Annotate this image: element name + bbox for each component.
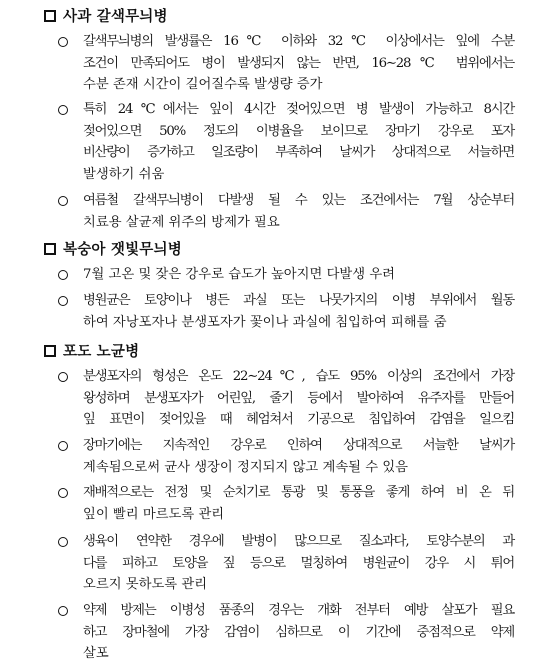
bullet-item bbox=[58, 531, 514, 596]
bullet-line: 조건이 만족되어도 병이 발생되지 않는 반면, 16∼28℃ 범위에서는 bbox=[83, 55, 514, 71]
checkbox-square-icon bbox=[44, 10, 56, 22]
section-heading-peach bbox=[44, 238, 182, 258]
bullet-line: 다를 피하고 토양을 짚 등으로 멀칭하여 병원균이 강우 시 튀어 bbox=[83, 555, 514, 571]
bullet-item bbox=[58, 99, 514, 186]
bullet-item bbox=[58, 190, 514, 234]
circle-bullet-icon bbox=[58, 105, 68, 115]
section-heading-apple bbox=[44, 5, 168, 25]
bullet-item bbox=[58, 31, 514, 96]
bullet-line: 하고 장마철에 가장 감염이 심하므로 이 기간에 중점적으로 약제 bbox=[83, 624, 514, 640]
bullet-line: 생육이 연약한 경우에 발병이 많으므로 질소과다, 토양수분의 과 bbox=[83, 534, 514, 549]
bullet-line: 오르지 못하도록 관리 bbox=[83, 577, 208, 592]
bullet-line: 수분 존재 시간이 길어질수록 발생량 증가 bbox=[83, 77, 323, 92]
bullet-line: 특히 24℃에서는 잎이 4시간 젖어있으면 병 발생이 가능하고 8시간 bbox=[83, 102, 514, 117]
bullet-item bbox=[58, 435, 514, 479]
bullet-line: 7월 고온 및 잦은 강우로 습도가 높아지면 다발생 우려 bbox=[83, 267, 396, 282]
checkbox-square-icon bbox=[44, 243, 56, 255]
bullet-line: 장마기에는 지속적인 강우로 인하여 상대적으로 서늘한 날씨가 bbox=[83, 438, 514, 453]
circle-bullet-icon bbox=[58, 196, 68, 206]
bullet-line: 치료용 살균제 위주의 방제가 필요 bbox=[83, 214, 280, 230]
circle-bullet-icon bbox=[58, 488, 68, 498]
circle-bullet-icon bbox=[58, 606, 68, 616]
bullet-line: 젖어있으면 50% 정도의 이병율을 보이므로 장마기 강우로 포자 bbox=[83, 123, 514, 139]
bullet-line: 약제 방제는 이병성 품종의 경우는 개화 전부터 예방 살포가 필요 bbox=[83, 603, 514, 618]
circle-bullet-icon bbox=[58, 537, 68, 547]
section-heading-grape bbox=[44, 340, 139, 360]
section-title: 사과 갈색무늬병 bbox=[63, 8, 168, 25]
bullet-item bbox=[58, 290, 514, 334]
circle-bullet-icon bbox=[58, 296, 68, 306]
circle-bullet-icon bbox=[58, 37, 68, 47]
bullet-line: 하여 자낭포자나 분생포자가 꽃이나 과실에 침입하여 피해를 줌 bbox=[83, 314, 447, 330]
bullet-line: 왕성하며 분생포자가 어린잎, 줄기 등에서 발아하여 유주자를 만들어 bbox=[83, 390, 514, 406]
bullet-item bbox=[58, 600, 514, 665]
bullet-line: 잎이 빨리 마르도록 관리 bbox=[83, 506, 225, 522]
bullet-line: 발생하기 쉬움 bbox=[83, 166, 165, 182]
bullet-line: 계속됨으로써 균사 생장이 정지되지 않고 계속될 수 있음 bbox=[83, 459, 409, 475]
circle-bullet-icon bbox=[58, 270, 68, 280]
bullet-line: 재배적으로는 전정 및 순치기로 통광 및 통풍을 좋게 하여 비 온 뒤 bbox=[83, 485, 514, 500]
section-title: 포도 노균병 bbox=[63, 343, 140, 360]
circle-bullet-icon bbox=[58, 441, 68, 451]
bullet-line: 잎 표면이 젖어있을 때 헤엄쳐서 기공으로 침입하여 감염을 일으킴 bbox=[83, 412, 514, 427]
bullet-line: 분생포자의 형성은 온도 22∼24℃, 습도 95% 이상의 조건에서 가장 bbox=[83, 369, 514, 384]
bullet-line: 비산량이 증가하고 일조량이 부족하여 날씨가 상대적으로 서늘하면 bbox=[83, 145, 514, 160]
bullet-line: 병원균은 토양이나 병든 과실 또는 나뭇가지의 이병 부위에서 월동 bbox=[83, 293, 514, 308]
bullet-line: 여름철 갈색무늬병이 다발생 될 수 있는 조건에서는 7월 상순부터 bbox=[83, 193, 514, 208]
bullet-line: 살포 bbox=[83, 646, 109, 661]
bullet-line: 갈색무늬병의 발생률은 16℃ 이하와 32℃ 이상에서는 잎에 수분 bbox=[83, 34, 514, 49]
circle-bullet-icon bbox=[58, 372, 68, 382]
bullet-item bbox=[58, 366, 514, 431]
checkbox-square-icon bbox=[44, 345, 56, 357]
section-title: 복숭아 잿빛무늬병 bbox=[63, 241, 182, 258]
bullet-item bbox=[58, 264, 514, 286]
bullet-item bbox=[58, 482, 514, 526]
